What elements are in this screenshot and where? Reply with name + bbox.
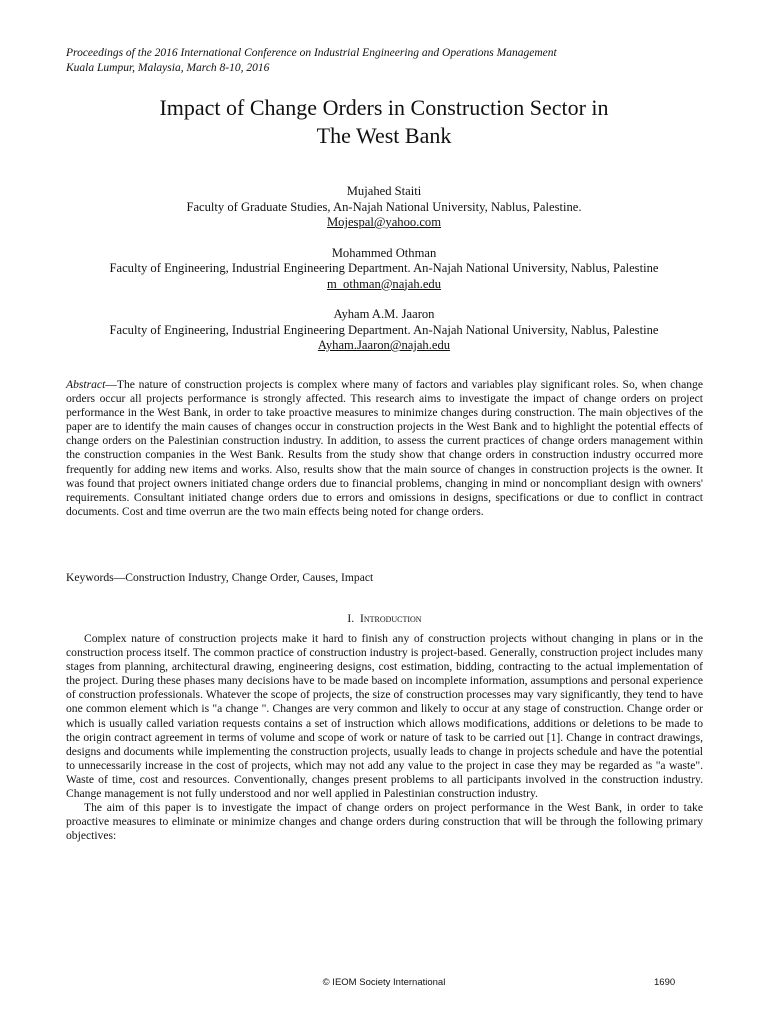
footer-copyright: © IEOM Society International [322, 977, 446, 988]
page-number: 1690 [654, 977, 676, 988]
abstract [66, 378, 703, 519]
section-heading [66, 612, 703, 626]
author-affiliation: Faculty of Graduate Studies, An-Najah National University, Nablus, Palestine. [186, 199, 582, 214]
section-number: I. [347, 612, 355, 625]
abstract-label: Abstract [66, 378, 106, 391]
author-email-link[interactable]: m_othman@najah.edu [326, 276, 442, 291]
section-title: Introduction [359, 612, 422, 625]
author-list [40, 184, 728, 369]
proceedings-line-2: Kuala Lumpur, Malaysia, March 8-10, 2016 [66, 62, 270, 74]
page-footer [0, 977, 768, 991]
author-name: Ayham A.M. Jaaron [333, 307, 435, 321]
title-line-2: The West Bank [316, 123, 452, 148]
abstract-text: —The nature of construction projects is complex where many of factors and variables play significant roles. So, when change orders occur all projects performance is strongly affected. This research aims to investigate the impact of change orders on project performance in the West Bank, in order to take proactive measures to minimize changes during construction. The main objectives of the paper are to identify the main causes of changes occur in construction projects in the West Bank and to highlight the potential effects of change orders on the Palestinian construction industry. In addition, to assess the current practices of change orders management within the construction companies in the West Bank. Results from the study show that change orders in construction industry occurred more frequently for adding new items and works. Also, results show that the main source of changes in construction projects is the owner. It was found that project owners initiated change orders due to financial problems, changing in mind or noncompliant design with owners' requirements. Consultant initiated change orders due to errors and omissions in designs, specifications or due to conflict in contract documents. Cost and time overrun are the two main effects being noted for change orders. [66, 378, 703, 518]
proceedings-line-1: Proceedings of the 2016 International Conference on Industrial Engineering and Operations Management [66, 47, 557, 59]
paragraph: The aim of this paper is to investigate the impact of change orders on project performance in the West Bank, in order to take proactive measures to eliminate or minimize changes and change orders during construction that will be through the following primary objectives: [66, 801, 703, 843]
author-block [40, 184, 728, 231]
paper-title [60, 94, 708, 150]
introduction-body [66, 632, 703, 843]
title-line-1: Impact of Change Orders in Construction Sector in [159, 95, 609, 120]
author-email-link[interactable]: Mojespal@yahoo.com [326, 215, 442, 229]
author-block [40, 307, 728, 354]
author-affiliation: Faculty of Engineering, Industrial Engineering Department. An-Najah National University, Nablus, Palestine [109, 261, 659, 275]
author-name: Mujahed Staiti [346, 184, 422, 198]
author-block [40, 246, 728, 293]
author-name: Mohammed Othman [331, 245, 437, 260]
keywords: Keywords—Construction Industry, Change Order, Causes, Impact [66, 571, 374, 584]
author-email-link[interactable]: Ayham.Jaaron@najah.edu [317, 338, 451, 352]
author-affiliation: Faculty of Engineering, Industrial Engineering Department. An-Najah National University, Nablus, Palestine [109, 322, 659, 337]
proceedings-header [66, 46, 706, 76]
paragraph: Complex nature of construction projects make it hard to finish any of construction projects without changing in plans or in the construction process itself. The common practice of construction industry is project-based. Generally, construction project includes many stages from planning, architectural drawing, engineering designs, cost estimation, bidding, contracting to the actual implementation of the project. During these phases many decisions have to be made based on incomplete information, assumptions and personal experience of construction professionals. Whatever the scope of projects, the size of construction processes may vary significantly, they tend to have one common element which is "a change ". Changes are very common and likely to occur at any stage of construction. Change order or which is usually called variation requests contains a set of instruction which allows modifications, additions or deletions to be made to the origin contract agreement in terms of volume and scope of work or nature of task to be carried out [1]. Change in contract drawings, designs and documents while implementing the construction projects, usually leads to change in projects schedule and have the potential to unnecessarily increase in the cost of projects, which may not add any value to the project in case they may be regarded as "a waste". Waste of time, cost and resources. Conventionally, changes present problems to all participants involved in the construction industry. Change management is not fully understood and nor well applied in Palestinian construction industry. [66, 632, 703, 801]
